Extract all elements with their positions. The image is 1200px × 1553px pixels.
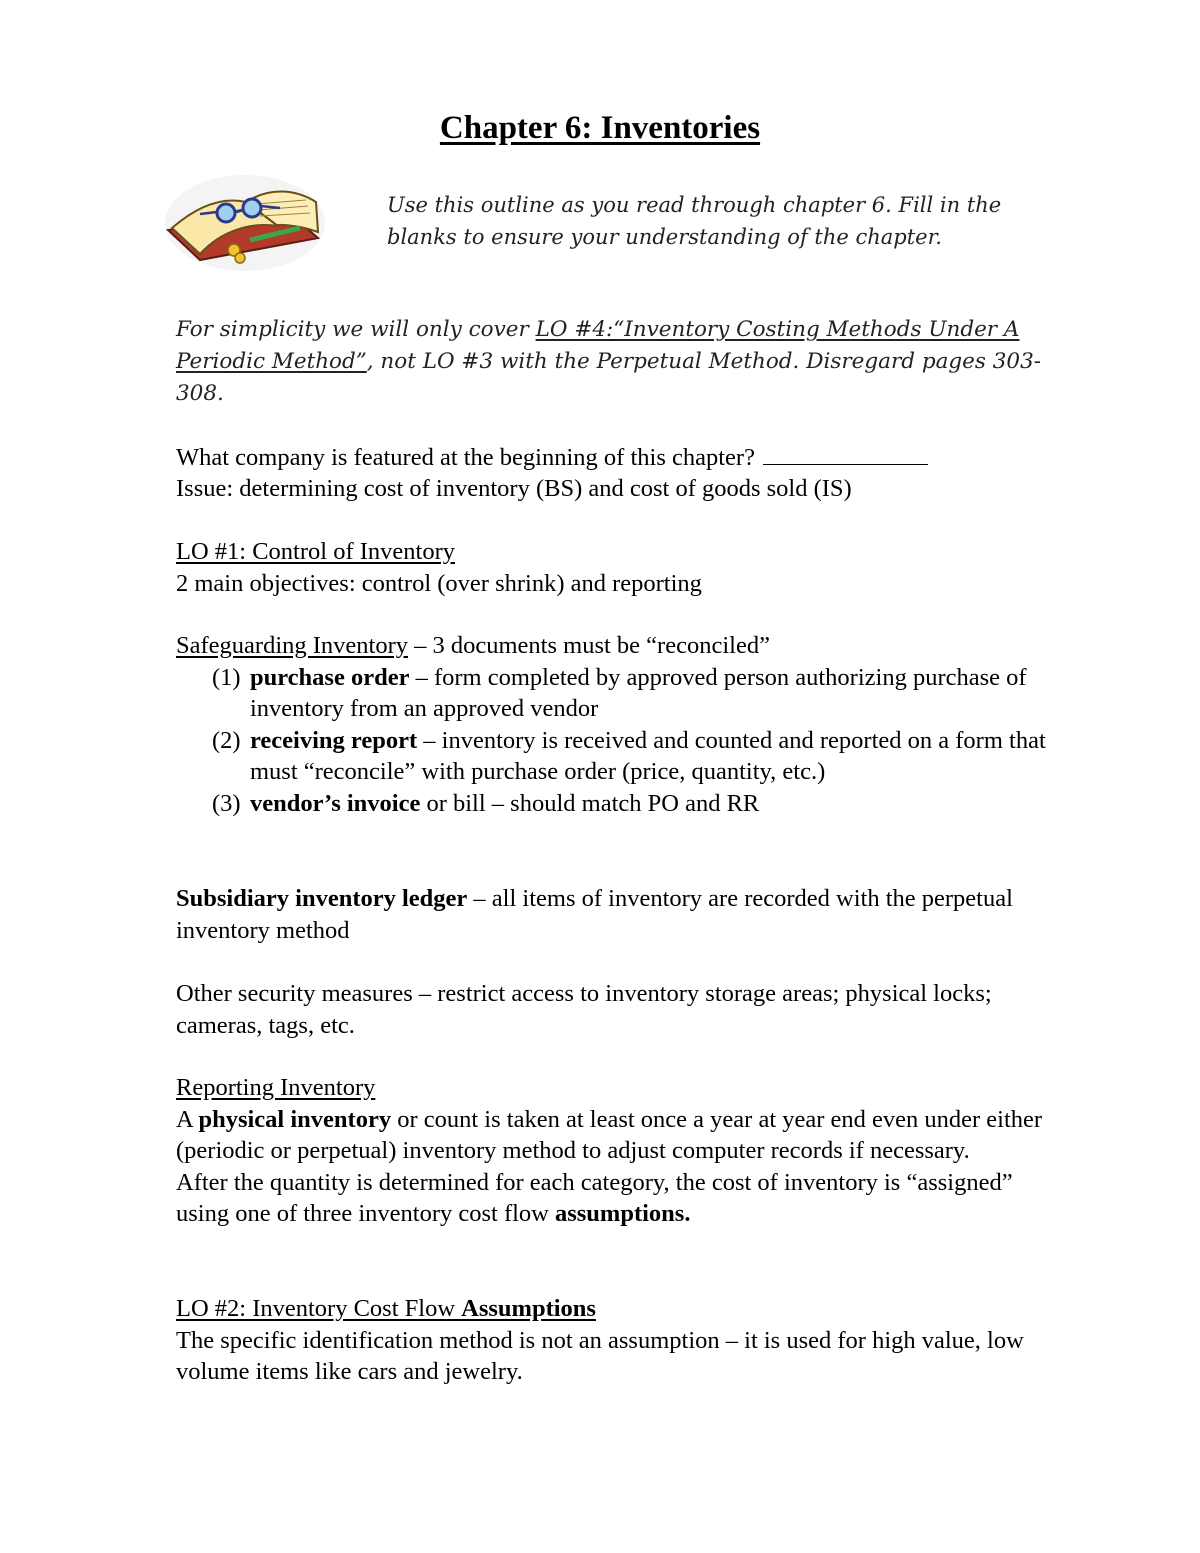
intro-instructions: Use this outline as you read through chapter 6. Fill in the blanks to ensure your understanding of the chapter. xyxy=(387,193,1002,249)
list-item: (3) vendor’s invoice or bill – should match PO and RR xyxy=(212,789,760,817)
lo2-text: The specific identification method is not an assumption – it is used for high value, low volume items like cars and jewelry. xyxy=(176,1326,1024,1385)
safeguarding-intro: Safeguarding Inventory – 3 documents must be “reconciled” xyxy=(176,632,770,659)
list-item: (2) receiving report – inventory is received and counted and reported on a form that must “reconcile” with purchase order (price, quantity, etc.) xyxy=(212,726,1046,785)
scope-note: For simplicity we will only cover LO #4:“Inventory Costing Methods Under A Periodic Method”, not LO #3 with the Perpetual Method. Disregard pages 303-308. xyxy=(176,317,1042,406)
reporting-paragraph-2: After the quantity is determined for each category, the cost of inventory is “assigned” using one of three inventory cost flow assumptions. xyxy=(176,1168,1013,1227)
opening-question: What company is featured at the beginning of this chapter? xyxy=(176,442,1056,474)
receiving-report-term: receiving report xyxy=(250,726,418,754)
reporting-heading: Reporting Inventory xyxy=(176,1074,376,1101)
list-item: (1) purchase order – form completed by approved person authorizing purchase of inventory from an approved vendor xyxy=(212,663,1027,722)
lo2-heading: LO #2: Inventory Cost Flow Assumptions xyxy=(176,1295,596,1322)
physical-inventory-term: physical inventory xyxy=(198,1105,392,1133)
lo1-heading: LO #1: Control of Inventory xyxy=(176,538,455,565)
lo4-reference: LO #4:“Inventory Costing Methods Under A Periodic Method” xyxy=(176,317,1020,374)
answer-blank xyxy=(763,444,928,465)
issue-line: Issue: determining cost of inventory (BS) and cost of goods sold (IS) xyxy=(176,475,852,502)
security-measures: Other security measures – restrict access to inventory storage areas; physical locks; cameras, tags, etc. xyxy=(176,980,992,1039)
purchase-order-term: purchase order xyxy=(250,663,410,691)
vendor-invoice-term: vendor’s invoice xyxy=(250,789,421,817)
safeguarding-heading: Safeguarding Inventory xyxy=(176,632,408,659)
subsidiary-ledger-term: Subsidiary inventory ledger xyxy=(176,885,468,912)
safeguarding-section xyxy=(176,630,1056,819)
lo1-section xyxy=(176,536,1056,599)
reporting-section xyxy=(176,1072,1056,1230)
lo1-text: 2 main objectives: control (over shrink) and reporting xyxy=(176,569,702,597)
subsidiary-ledger-section: Subsidiary inventory ledger – all items of inventory are recorded with the perpetual inventory method xyxy=(176,885,1013,944)
assumptions-term: assumptions. xyxy=(554,1200,691,1227)
open-book-with-glasses-icon xyxy=(160,168,330,273)
reporting-paragraph-1: A physical inventory or count is taken at least once a year at year end even under either (periodic or perpetual) inventory method to adjust computer records if necessary. xyxy=(176,1105,1043,1164)
lo2-section xyxy=(176,1293,1056,1388)
page-title: Chapter 6: Inventories xyxy=(439,110,761,146)
